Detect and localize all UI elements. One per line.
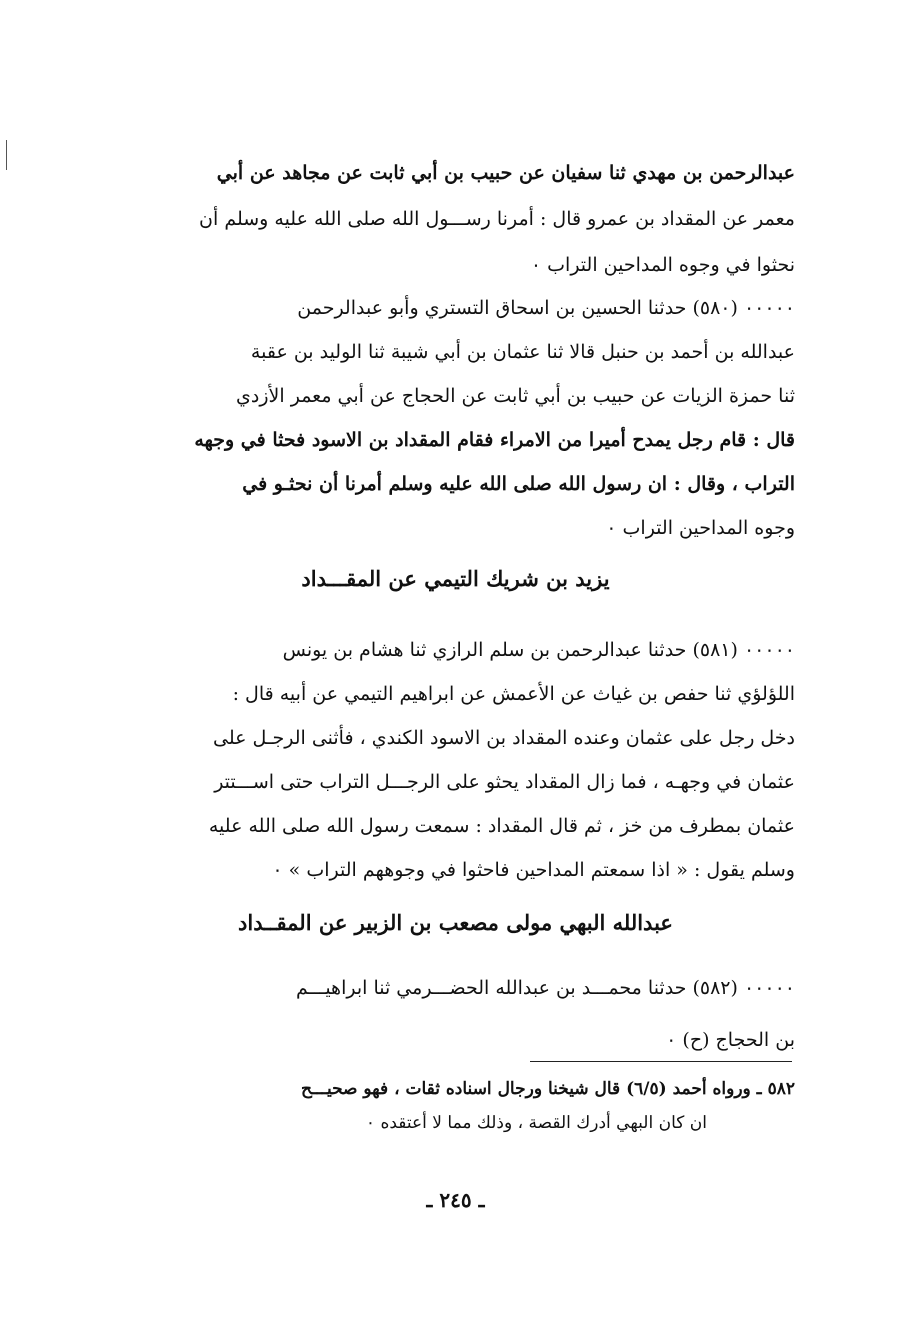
text-line: التراب ، وقال : ان رسول الله صلى الله عليه وسلم أمرنا أن نحثـو في	[242, 473, 795, 495]
text-line: ٠٠٠٠٠ (٥٨١) حدثنا عبدالرحمن بن سلم الرازي ثنا هشام بن يونس	[282, 639, 795, 661]
text-line: عثمان بمطرف من خز ، ثم قال المقداد : سمعت رسول الله صلى الله عليه	[208, 815, 795, 837]
section-heading: عبدالله البهي مولى مصعب بن الزبير عن المقــداد	[238, 910, 673, 935]
text-line: قال : قام رجل يمدح أميرا من الامراء فقام المقداد بن الاسود فحثا في وجهه	[194, 429, 795, 451]
footnote-line: ان كان البهي أدرك القصة ، وذلك مما لا أعتقده ٠	[365, 1113, 707, 1133]
text-line: دخل رجل على عثمان وعنده المقداد بن الاسود الكندي ، فأثنى الرجـل على	[213, 727, 795, 749]
text-line: عبدالرحمن بن مهدي ثنا سفيان عن حبيب بن أبي ثابت عن مجاهد عن أبي	[216, 162, 795, 184]
text-line: عثمان في وجهـه ، فما زال المقداد يحثو على الرجـــل التراب حتى اســـتتر	[214, 771, 795, 793]
scan-edge-mark	[6, 140, 7, 170]
paragraph-continuation	[100, 150, 795, 288]
footnote-separator	[530, 1061, 792, 1062]
hadith-580	[100, 286, 795, 550]
page-number: ـ ٢٤٥ ـ	[426, 1188, 485, 1212]
text-line: ٠٠٠٠٠ (٥٨٠) حدثنا الحسين بن اسحاق التستري وأبو عبدالرحمن	[297, 297, 795, 319]
text-line: ٠٠٠٠٠ (٥٨٢) حدثنا محمـــد بن عبدالله الحضـــرمي ثنا ابراهيـــم	[295, 977, 795, 999]
text-line: بن الحجاج (ح) ٠	[666, 1029, 795, 1051]
text-line: ثنا حمزة الزيات عن حبيب بن أبي ثابت عن الحجاج عن أبي معمر الأزدي	[236, 385, 795, 407]
text-line: نحثوا في وجوه المداحين التراب ٠	[530, 254, 795, 276]
text-line: عبدالله بن أحمد بن حنبل قالا ثنا عثمان بن أبي شيبة ثنا الوليد بن عقبة	[250, 341, 795, 363]
hadith-581	[100, 628, 795, 892]
section-heading: يزيد بن شريك التيمي عن المقـــداد	[301, 566, 610, 591]
text-line: وجوه المداحين التراب ٠	[606, 517, 795, 539]
text-line: معمر عن المقداد بن عمرو قال : أمرنا رســـول الله صلى الله عليه وسلم أن	[199, 208, 795, 230]
footnote-line: ٥٨٢ ـ ورواه أحمد (٦/٥) قال شيخنا ورجال اسناده ثقات ، فهو صحيـــح	[301, 1079, 795, 1099]
footnote	[110, 1072, 795, 1140]
hadith-582	[100, 962, 795, 1066]
text-line: اللؤلؤي ثنا حفص بن غياث عن الأعمش عن ابراهيم التيمي عن أبيه قال :	[232, 683, 795, 705]
text-line: وسلم يقول : « اذا سمعتم المداحين فاحثوا في وجوههم التراب » ٠	[272, 859, 795, 881]
